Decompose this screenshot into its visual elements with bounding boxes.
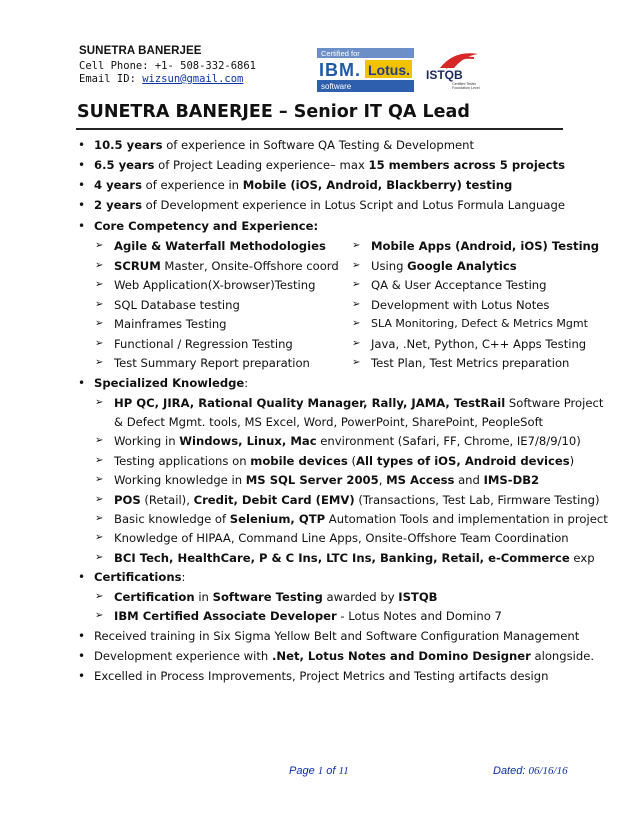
competency-item: Java, .Net, Python, C++ Apps Testing: [371, 337, 587, 351]
competency-item: SQL Database testing: [114, 298, 240, 312]
arrow-bullet-icon: ➢: [352, 338, 361, 349]
summary-item: 2 years of Development experience in Lotus Script and Lotus Formula Language: [94, 198, 565, 212]
svg-text:Lotus.: Lotus.: [368, 62, 410, 78]
specialized-knowledge-item: BCI Tech, HealthCare, P & C Ins, LTC Ins, Banking, Retail, e-Commerce exp: [114, 551, 595, 565]
svg-text:ISTQB: ISTQB: [426, 68, 463, 82]
specialized-knowledge-item: Testing applications on mobile devices (All types of iOS, Android devices): [114, 454, 575, 468]
istqb-logo: [424, 48, 482, 92]
highlight-item: Development experience with .Net, Lotus Notes and Domino Designer alongside.: [94, 649, 595, 663]
competency-item: Functional / Regression Testing: [114, 337, 293, 351]
svg-text:IBM.: IBM.: [319, 60, 361, 80]
competency-item: Using Google Analytics: [371, 259, 517, 273]
arrow-bullet-icon: ➢: [95, 435, 104, 446]
summary-item: 4 years of experience in Mobile (iOS, Android, Blackberry) testing: [94, 178, 513, 192]
arrow-bullet-icon: ➢: [95, 610, 104, 621]
email-line: [79, 73, 243, 85]
title-divider: [76, 128, 563, 130]
certification-item: Certification in Software Testing awarded by ISTQB: [114, 590, 438, 604]
bullet-icon: •: [78, 158, 86, 172]
arrow-bullet-icon: ➢: [352, 299, 361, 310]
competency-item: SCRUM Master, Onsite-Offshore coord: [114, 259, 339, 273]
arrow-bullet-icon: ➢: [95, 474, 104, 485]
arrow-bullet-icon: ➢: [352, 318, 361, 329]
arrow-bullet-icon: ➢: [95, 455, 104, 466]
bullet-icon: •: [78, 178, 86, 192]
arrow-bullet-icon: ➢: [95, 357, 104, 368]
arrow-bullet-icon: ➢: [95, 397, 104, 408]
competency-item: Development with Lotus Notes: [371, 298, 550, 312]
specialized-knowledge-item: Working in Windows, Linux, Mac environment (Safari, FF, Chrome, IE7/8/9/10): [114, 434, 581, 448]
candidate-name: SUNETRA BANERJEE: [79, 45, 202, 57]
svg-text:software: software: [321, 82, 352, 91]
core-competency-heading: Core Competency and Experience:: [94, 219, 319, 233]
arrow-bullet-icon: ➢: [352, 279, 361, 290]
ibm-lotus-certified-logo: [317, 48, 414, 92]
arrow-bullet-icon: ➢: [95, 532, 104, 543]
arrow-bullet-icon: ➢: [95, 494, 104, 505]
arrow-bullet-icon: ➢: [352, 260, 361, 271]
arrow-bullet-icon: ➢: [95, 338, 104, 349]
email-link[interactable]: wizsun@gmail.com: [142, 73, 244, 85]
competency-item: Agile & Waterfall Methodologies: [114, 239, 326, 253]
competency-item: Web Application(X-browser)Testing: [114, 278, 316, 292]
bullet-icon: •: [78, 138, 86, 152]
certifications-heading: Certifications:: [94, 570, 186, 584]
highlight-item: Excelled in Process Improvements, Project Metrics and Testing artifacts design: [94, 669, 549, 683]
arrow-bullet-icon: ➢: [95, 552, 104, 563]
bullet-icon: •: [78, 629, 86, 643]
competency-item: QA & User Acceptance Testing: [371, 278, 547, 292]
bullet-icon: •: [78, 219, 86, 233]
bullet-icon: •: [78, 649, 86, 663]
specialized-knowledge-item: Working knowledge in MS SQL Server 2005, MS Access and IMS-DB2: [114, 473, 540, 487]
bullet-icon: •: [78, 570, 86, 584]
competency-item: Mainframes Testing: [114, 317, 227, 331]
certification-item: IBM Certified Associate Developer - Lotus Notes and Domino 7: [114, 609, 502, 623]
highlight-item: Received training in Six Sigma Yellow Belt and Software Configuration Management: [94, 629, 580, 643]
bullet-icon: •: [78, 376, 86, 390]
arrow-bullet-icon: ➢: [95, 240, 104, 251]
arrow-bullet-icon: ➢: [95, 513, 104, 524]
competency-item: SLA Monitoring, Defect & Metrics Mgmt: [371, 317, 588, 330]
competency-item: Test Summary Report preparation: [114, 356, 310, 370]
specialized-knowledge-item: & Defect Mgmt. tools, MS Excel, Word, PowerPoint, SharePoint, PeopleSoft: [114, 415, 544, 429]
svg-text:Certified for: Certified for: [321, 49, 360, 58]
specialized-knowledge-item: POS (Retail), Credit, Debit Card (EMV) (Transactions, Test Lab, Firmware Testing): [114, 493, 600, 507]
svg-text:Certified Tester: Certified Tester: [452, 82, 477, 86]
competency-item: Mobile Apps (Android, iOS) Testing: [371, 239, 600, 253]
specialized-knowledge-item: Basic knowledge of Selenium, QTP Automation Tools and implementation in project: [114, 512, 608, 526]
bullet-icon: •: [78, 669, 86, 683]
phone-line: Cell Phone: +1- 508-332-6861: [79, 60, 257, 72]
document-title: SUNETRA BANERJEE – Senior IT QA Lead: [77, 102, 470, 122]
competency-item: Test Plan, Test Metrics preparation: [371, 356, 570, 370]
document-date: Dated: 06/16/16: [493, 765, 568, 777]
specialized-knowledge-heading: Specialized Knowledge:: [94, 376, 249, 390]
arrow-bullet-icon: ➢: [95, 260, 104, 271]
arrow-bullet-icon: ➢: [95, 299, 104, 310]
specialized-knowledge-item: Knowledge of HIPAA, Command Line Apps, Onsite-Offshore Team Coordination: [114, 531, 569, 545]
page-number: Page 1 of 11: [289, 765, 349, 777]
svg-text:Foundation Level: Foundation Level: [452, 86, 480, 90]
summary-item: 6.5 years of Project Leading experience– max 15 members across 5 projects: [94, 158, 565, 172]
specialized-knowledge-item: HP QC, JIRA, Rational Quality Manager, Rally, JAMA, TestRail Software Project: [114, 396, 604, 410]
arrow-bullet-icon: ➢: [95, 591, 104, 602]
email-label: Email ID:: [79, 73, 143, 85]
summary-item: 10.5 years of experience in Software QA Testing & Development: [94, 138, 475, 152]
arrow-bullet-icon: ➢: [352, 240, 361, 251]
arrow-bullet-icon: ➢: [95, 318, 104, 329]
arrow-bullet-icon: ➢: [95, 279, 104, 290]
arrow-bullet-icon: ➢: [352, 357, 361, 368]
bullet-icon: •: [78, 198, 86, 212]
